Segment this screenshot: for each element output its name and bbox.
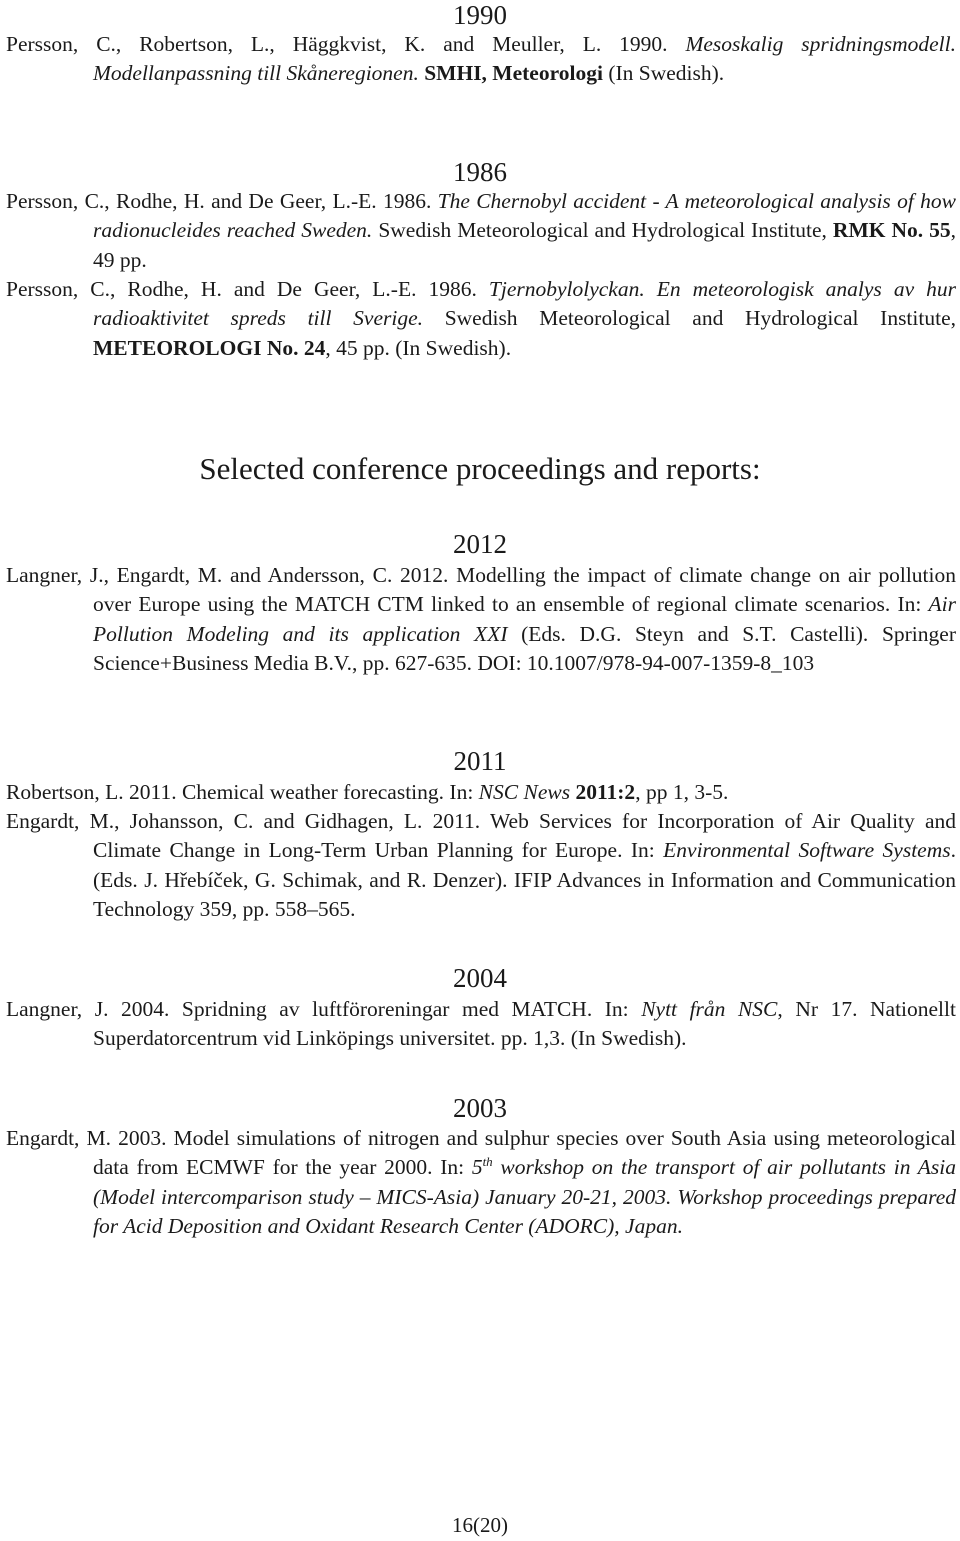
ref-authors: Persson, C., Rodhe, H. and De Geer, L.-E. 1986. — [6, 189, 438, 213]
ref-authors-title: Robertson, L. 2011. Chemical weather forecasting. In: — [6, 780, 479, 804]
ref-details: , 45 pp. (In Swedish). — [325, 335, 512, 360]
ref-details: . (Eds. J. Hřebíček, G. Schimak, and R. Denzer). IFIP Advances in Information and Communication Technology 359, pp. 558–565. — [93, 838, 956, 921]
ref-authors-title: Langner, J. 2004. Spridning av luftföroreningar med MATCH. In: — [6, 997, 642, 1021]
ref-series: RMK No. 55 — [832, 218, 951, 243]
ref-publisher: Swedish Meteorological and Hydrological Institute, — [423, 306, 956, 331]
ref-book-title: Environmental Software Systems — [663, 838, 951, 863]
ref-authors-title: Engardt, M. 2003. Model simulations of nitrogen and sulphur species over South Asia using meteorological data from ECMWF for the year 2000. In: — [6, 1126, 956, 1180]
ref-authors-title: Langner, J., Engardt, M. and Andersson, C. 2012. Modelling the impact of climate change on air pollution over Europe using the MATCH CTM linked to an ensemble of regional climate scenarios. In: — [6, 563, 956, 617]
ref-series: METEOROLOGI No. 24 — [93, 335, 326, 360]
ref-journal: Nytt från NSC — [641, 997, 778, 1021]
ref-edition-suffix: th — [482, 1154, 493, 1170]
section-heading: Selected conference proceedings and reports: — [199, 451, 761, 486]
reference-2003-engardt — [6, 1124, 956, 1241]
ref-issue: 2011:2 — [575, 780, 636, 804]
page-number: 16(20) — [452, 1513, 508, 1537]
reference-1986-tjernobylolyckan — [6, 275, 956, 363]
ref-series: SMHI, Meteorologi — [424, 61, 603, 86]
ref-journal: NSC News — [478, 780, 571, 804]
ref-authors-title: Engardt, M., Johansson, C. and Gidhagen, L. 2011. Web Services for Incorporation of Air Quality and Climate Change in Long-Term Urban Planning for Europe. In: — [6, 809, 956, 863]
reference-2011-engardt — [6, 807, 956, 924]
ref-authors: Persson, C., Rodhe, H. and De Geer, L.-E. 1986. — [6, 277, 489, 301]
reference-1986-chernobyl-accident — [6, 187, 956, 275]
ref-proceedings-rest: workshop on the transport of air pollutants in Asia (Model intercomparison study – MICS-Asia) January 20-21, 2003. Workshop proceedings prepared for Acid Deposition and Oxidant Research Center (ADORC), Japan. — [93, 1155, 956, 1238]
reference-1990-persson-robertson — [6, 30, 956, 89]
year-heading-2011: 2011 — [453, 746, 507, 776]
year-heading-1986: 1986 — [453, 157, 507, 187]
ref-details: , Nr 17. Nationellt Superdatorcentrum vid Linköpings universitet. pp. 1,3. (In Swedish). — [93, 997, 956, 1051]
ref-title: Mesoskalig spridningsmodell. Modellanpassning till Skåneregionen. — [93, 32, 956, 86]
ref-pages: , pp 1, 3-5. — [635, 780, 729, 804]
reference-2004-langner — [6, 995, 956, 1054]
year-heading-1990: 1990 — [453, 0, 507, 30]
ref-edition-number: 5 — [471, 1155, 483, 1180]
year-heading-2012: 2012 — [453, 529, 507, 559]
ref-title: The Chernobyl accident - A meteorological analysis of how radionucleides reached Sweden. — [93, 189, 956, 243]
reference-2011-robertson — [6, 778, 956, 807]
year-heading-2003: 2003 — [453, 1093, 507, 1123]
ref-details: , 49 pp. — [93, 218, 957, 272]
ref-publisher: Swedish Meteorological and Hydrological Institute, — [372, 218, 833, 243]
ref-details: (In Swedish). — [602, 61, 725, 86]
ref-book-title: Air Pollution Modeling and its application XXI — [93, 592, 956, 646]
ref-details: (Eds. D.G. Steyn and S.T. Castelli). Springer Science+Business Media B.V., pp. 627-635. DOI: 10.1007/978-94-007-1359-8_103 — [93, 621, 956, 675]
ref-title: Tjernobylolyckan. En meteorologisk analys av hur radioaktivitet spreds till Sverige. — [93, 277, 956, 331]
year-heading-2004: 2004 — [453, 963, 507, 993]
ref-authors: Persson, C., Robertson, L., Häggkvist, K. and Meuller, L. 1990. — [6, 32, 686, 56]
reference-2012-langner — [6, 561, 956, 678]
